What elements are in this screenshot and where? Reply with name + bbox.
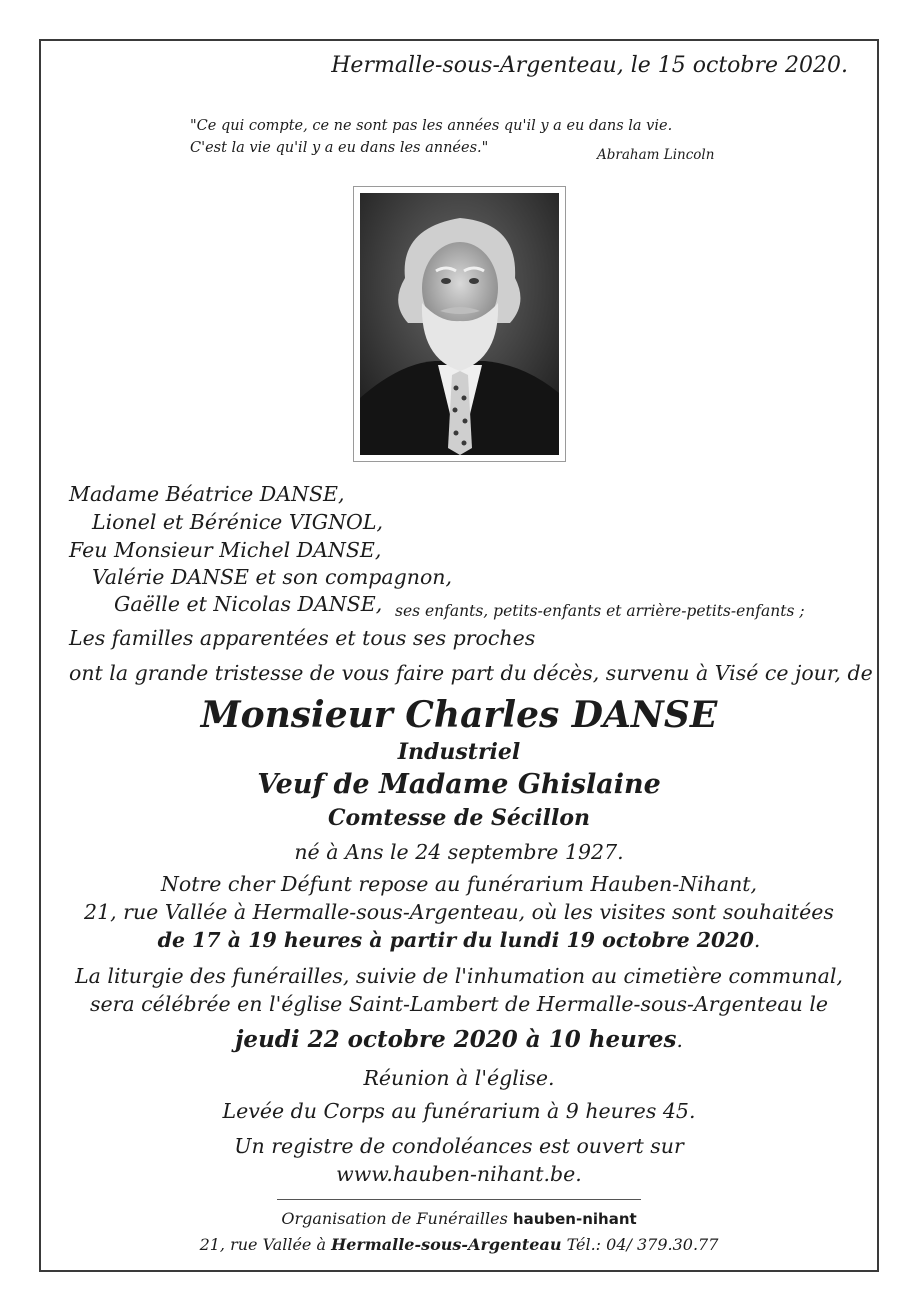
portrait-frame xyxy=(353,186,566,462)
quote-line-1: "Ce qui compte, ce ne sont pas les années qu'il y a eu dans la vie. xyxy=(190,118,673,134)
spouse-title: Comtesse de Sécillon xyxy=(327,805,591,831)
meeting-line: Réunion à l'église. xyxy=(363,1066,555,1090)
deceased-profession: Industriel xyxy=(397,739,521,765)
portrait-photo xyxy=(360,193,559,455)
liturgy-line-1: La liturgie des funérailles, suivie de l'inhumation au cimetière communal, xyxy=(75,964,843,988)
portrait-illustration xyxy=(360,193,559,455)
ceremony-date: jeudi 22 octobre 2020 à 10 heures xyxy=(235,1026,677,1053)
brand-logo: hauben-nihant xyxy=(512,1210,637,1228)
visits-hours: de 17 à 19 heures à partir du lundi 19 octobre 2020 xyxy=(157,928,754,952)
quote-line-2: C'est la vie qu'il y a eu dans les années." xyxy=(190,140,489,156)
deceased-name: Monsieur Charles DANSE xyxy=(200,694,718,736)
family-line-2: Lionel et Bérénice VIGNOL, xyxy=(92,510,383,534)
family-line-3: Feu Monsieur Michel DANSE, xyxy=(69,538,382,562)
family-line-1: Madame Béatrice DANSE, xyxy=(69,482,345,506)
rest-line-2: 21, rue Vallée à Hermalle-sous-Argenteau, où les visites sont souhaitées xyxy=(84,900,834,924)
footer-org-prefix: Organisation de Funérailles xyxy=(281,1209,513,1228)
liturgy-line-2: sera célébrée en l'église Saint-Lambert de Hermalle-sous-Argenteau le xyxy=(89,992,829,1016)
footer-town: Hermalle-sous-Argenteau xyxy=(331,1235,562,1254)
footer-address-prefix: 21, rue Vallée à xyxy=(199,1235,332,1254)
family-line-4: Valérie DANSE et son compagnon, xyxy=(92,565,453,589)
footer-address xyxy=(0,1235,918,1254)
relatives-line: Les familles apparentées et tous ses proches xyxy=(69,626,536,650)
rest-line-1: Notre cher Défunt repose au funérarium Hauben-Nihant, xyxy=(160,872,758,896)
visits-line xyxy=(0,928,918,952)
footer-phone: Tél.: 04/ 379.30.77 xyxy=(561,1235,719,1254)
ceremony-end: . xyxy=(676,1028,683,1052)
levee-line: Levée du Corps au funérarium à 9 heures 45. xyxy=(222,1099,696,1123)
announcement-line: ont la grande tristesse de vous faire part du décès, survenu à Visé ce jour, de xyxy=(69,661,873,685)
register-line-1: Un registre de condoléances est ouvert sur xyxy=(234,1134,684,1158)
birth-line: né à Ans le 24 septembre 1927. xyxy=(294,840,624,864)
family-line-5: Gaëlle et Nicolas DANSE, xyxy=(114,592,383,616)
footer-organisation xyxy=(0,1209,918,1228)
quote-author: Abraham Lincoln xyxy=(597,147,715,163)
visits-end: . xyxy=(753,928,761,952)
place-date: Hermalle-sous-Argenteau, le 15 octobre 2020. xyxy=(331,53,848,78)
register-url[interactable]: www.hauben-nihant.be. xyxy=(336,1162,582,1186)
widower-line: Veuf de Madame Ghislaine xyxy=(257,769,661,800)
children-note: ses enfants, petits-enfants et arrière-petits-enfants ; xyxy=(395,602,805,620)
ceremony-line xyxy=(0,1026,918,1053)
footer-divider xyxy=(277,1199,641,1200)
